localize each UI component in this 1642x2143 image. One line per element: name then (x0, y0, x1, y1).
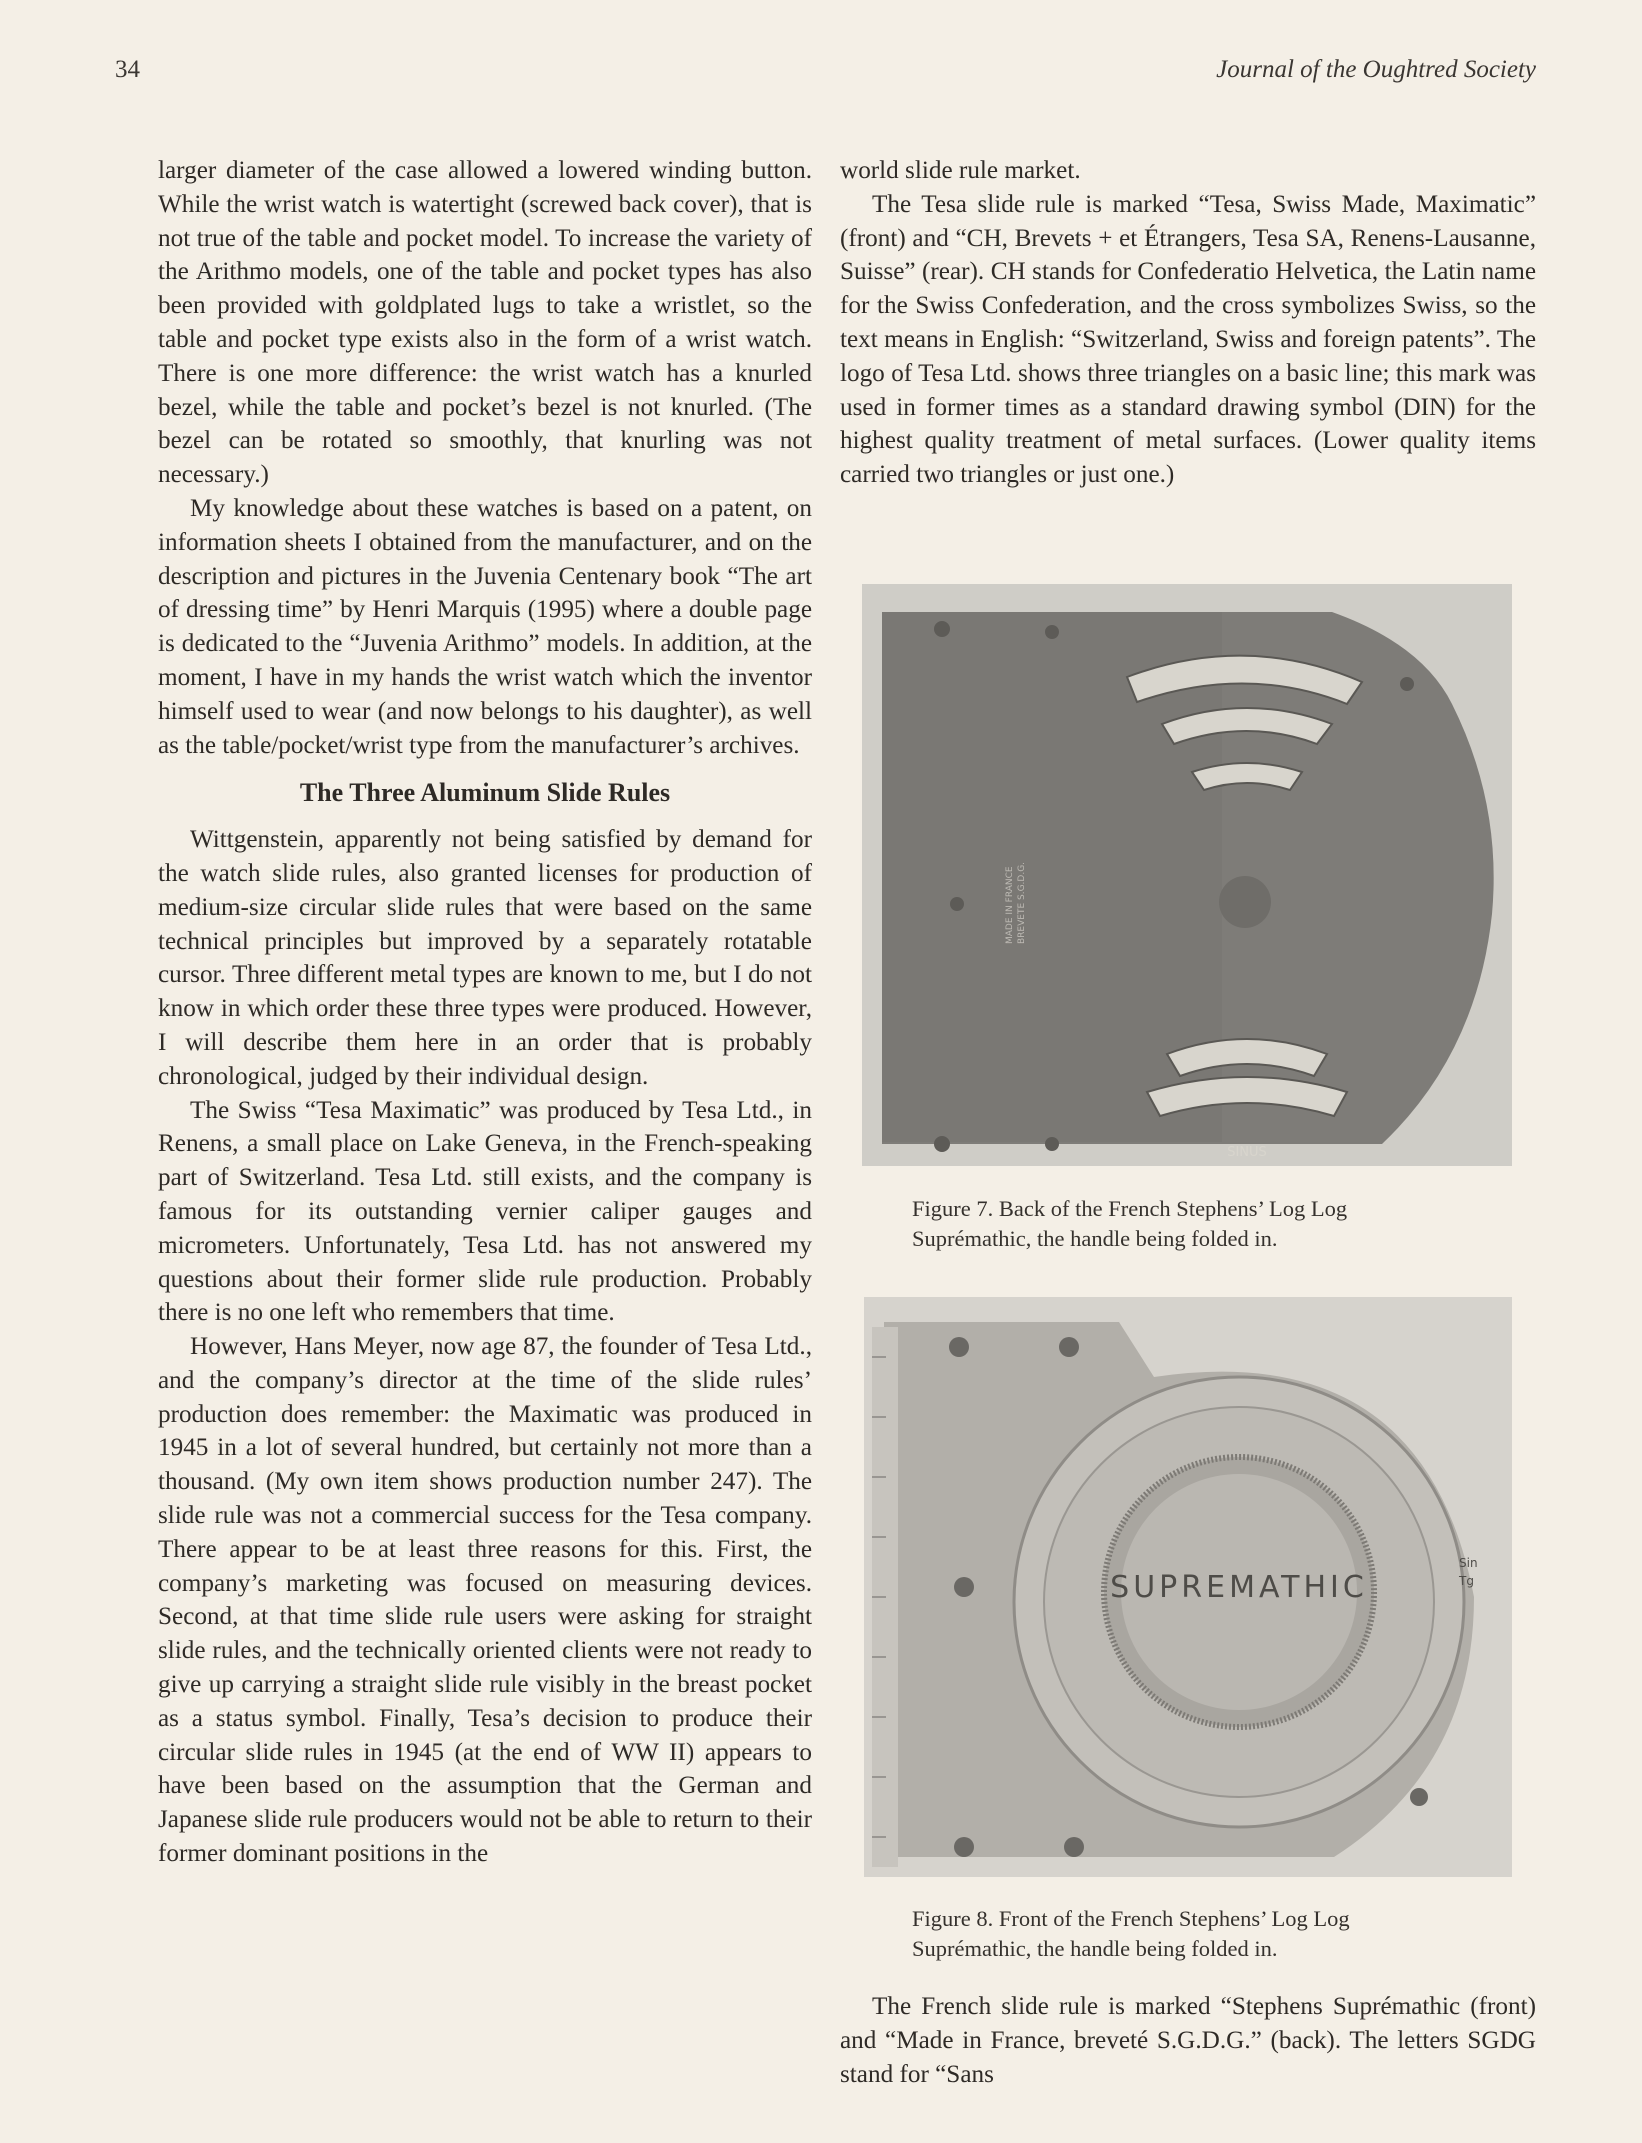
paragraph: However, Hans Meyer, now age 87, the founder of Tesa Ltd., and the company’s director at the time of the slide rules’ production does remember: the Maximatic was produced in 1945 in a lot of several hundred, but certainly not more than a thousand. (My own item shows production number 247). The slide rule was not a commercial success for the Tesa company. There appear to be at least three reasons for this. First, the company’s marketing was focused on measuring devices. Second, at that time slide rule users were asking for straight slide rules, and the technically oriented clients were not ready to give up carrying a straight slide rule visibly in the breast pocket as a status symbol. Finally, Tesa’s decision to produce their circular slide rules in 1945 (at the end of WW II) appears to have been based on the assumption that the German and Japanese slide rule producers would not be able to return to their former dominant positions in the (158, 1333, 812, 1868)
page-number: 34 (115, 56, 140, 83)
figure-8-photo (864, 1297, 1512, 1877)
slide-rule-front-image (864, 1297, 1512, 1877)
right-column (840, 154, 1536, 492)
photo-marking-suprematic: SUPREMATHIC (1110, 1570, 1368, 1605)
paragraph: The Tesa slide rule is marked “Tesa, Swiss Made, Maximatic” (front) and “CH, Brevets + et Étrangers, Tesa SA, Renens-Lausanne, Suisse” (rear). CH stands for Confederatio Helvetica, the Latin name for the Swiss Confederation, and the cross symbolizes Swiss, so the text means in English: “Switzerland, Swiss and foreign patents”. The logo of Tesa Ltd. shows three triangles on a basic line; this mark was used in former times as a standard drawing symbol (DIN) for the highest quality treatment of metal surfaces. (Lower quality items carried two triangles or just one.) (840, 190, 1536, 489)
photo-marking-tg: Tg (1459, 1574, 1474, 1588)
paragraph: My knowledge about these watches is based on a patent, on information sheets I obtained from the manufacturer, and on the description and pictures in the Juvenia Centenary book “The art of dressing time” by Henri Marquis (1995) where a double page is dedicated to the “Juvenia Arithmo” models. In addition, at the moment, I have in my hands the wrist watch which the inventor himself used to wear (and now belongs to his daughter), as well as the table/pocket/wrist type from the manufacturer’s archives. (158, 494, 812, 759)
left-column (158, 154, 812, 1871)
photo-marking-made-in-france: MADE IN FRANCE (1005, 866, 1015, 944)
paragraph: larger diameter of the case allowed a lowered winding button. While the wrist watch is watertight (screwed back cover), that is not true of the table and pocket model. To increase the variety of the Arithmo models, one of the table and pocket types has also been provided with goldplated lugs to take a wristlet, so the table and pocket type exists also in the form of a wrist watch. There is one more difference: the wrist watch has a knurled bezel, while the table and pocket’s bezel is not knurled. (The bezel can be rotated so smoothly, that knurling was not necessary.) (158, 157, 812, 489)
photo-marking-sin: Sin (1459, 1556, 1478, 1570)
right-column-final-paragraph (840, 1990, 1536, 2091)
slide-rule-back-image (862, 584, 1512, 1166)
section-heading: The Three Aluminum Slide Rules (299, 778, 671, 808)
paragraph: The French slide rule is marked “Stephens Suprémathic (front) and “Made in France, breveté S.G.D.G.” (back). The letters SGDG stand for “Sans (840, 1993, 1536, 2088)
figure-7-caption: Figure 7. Back of the French Stephens’ Log Log Suprémathic, the handle being folded in. (912, 1196, 1348, 1251)
figure-7-photo (862, 584, 1512, 1166)
paragraph: Wittgenstein, apparently not being satisfied by demand for the watch slide rules, also granted licenses for production of medium-size circular slide rules that were based on the same technical principles but improved by a separately rotatable cursor. Three different metal types are known to me, but I do not know in which order these three types were produced. However, I will describe them here in an order that is probably chronological, judged by their individual design. (158, 826, 812, 1090)
photo-marking-brevete: BREVETE S.G.D.G. (1017, 861, 1027, 944)
paragraph: The Swiss “Tesa Maximatic” was produced by Tesa Ltd., in Renens, a small place on Lake Geneva, in the French-speaking part of Switzerland. Tesa Ltd. still exists, and the company is famous for its outstanding vernier caliper gauges and micrometers. Unfortunately, Tesa Ltd. has not answered my questions about their former slide rule production. Probably there is no one left who remembers that time. (158, 1096, 812, 1327)
figure-8-caption: Figure 8. Front of the French Stephens’ Log Log Suprémathic, the handle being folded in. (912, 1906, 1350, 1961)
journal-title: Journal of the Oughtred Society (1216, 56, 1536, 83)
paragraph-continuation: world slide rule market. (840, 157, 1081, 184)
photo-marking-sinus: SINUS (1227, 1145, 1267, 1160)
